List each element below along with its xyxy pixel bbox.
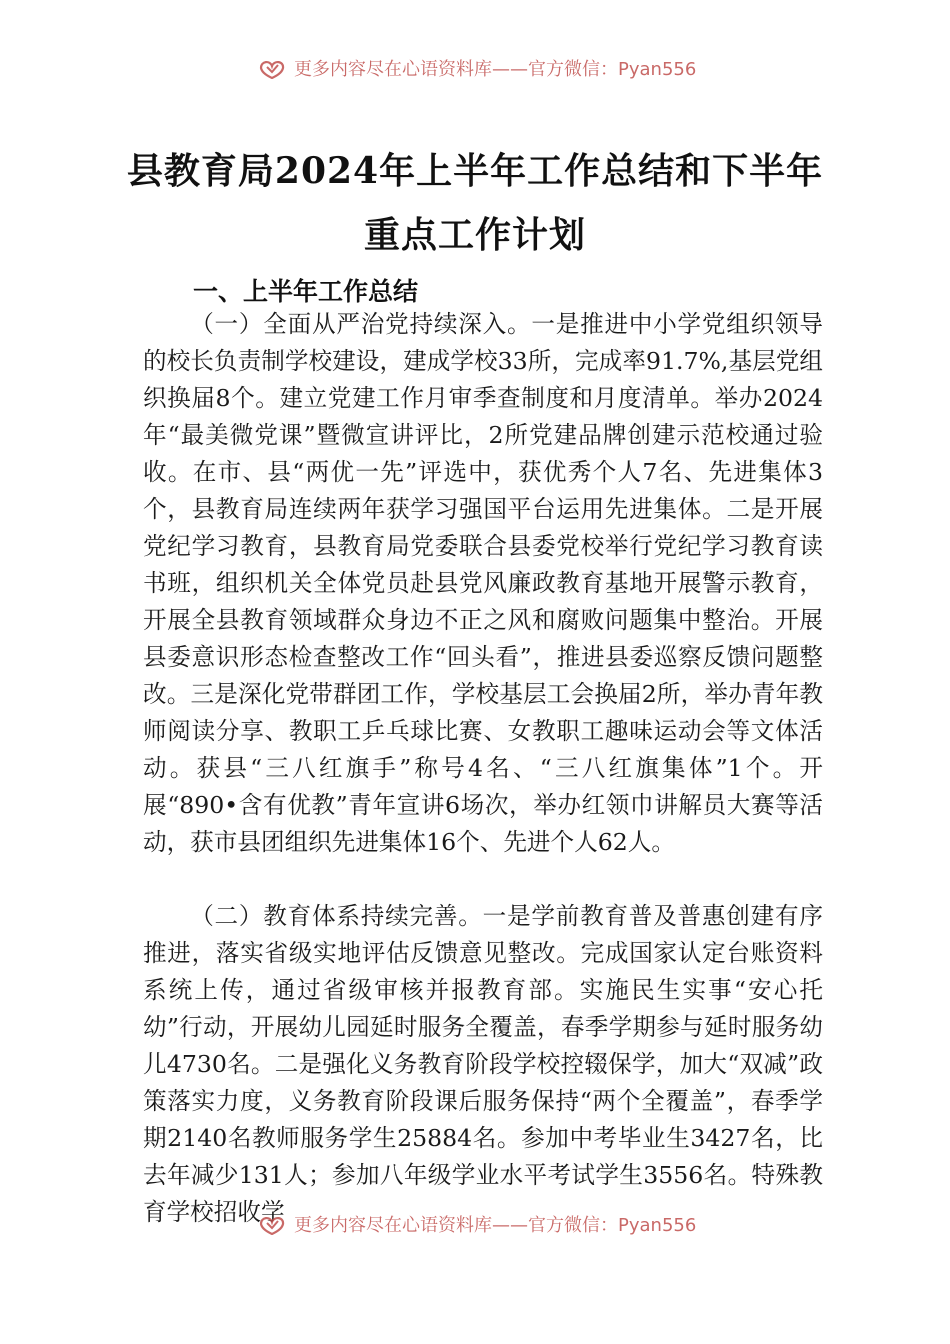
paragraph-1: （一）全面从严治党持续深入。一是推进中小学党组织领导的校长负责制学校建设，建成学校33所，完成率91.7%,基层党组织换届8个。建立党建工作月审季查制度和月度清单。举办2024年“最美微党课”暨微宣讲评比，2所党建品牌创建示范校通过验收。在市、县“两优一先”评选中，获优秀个人7名、先进集体3个，县教育局连续两年获学习强国平台运用先进集体。二是开展党纪学习教育，县教育局党委联合县委党校举行党纪学习教育读书班，组织机关全体党员赴县党风廉政教育基地开展警示教育，开展全县教育领域群众身边不正之风和腐败问题集中整治。开展县委意识形态检查整改工作“回头看”，推进县委巡察反馈问题整改。三是深化党带群团工作，学校基层工会换届2所，举办青年教师阅读分享、教职工乒乓球比赛、女教职工趣味运动会等文体活动。获县“三八红旗手”称号4名、“三八红旗集体”1个。开展“890•含有优教”青年宣讲6场次，举办红领巾讲解员大赛等活动，获市县团组织先进集体16个、先进个人62人。: [143, 310, 823, 856]
footer-watermark: [258, 1212, 778, 1236]
section-heading: 一、上半年工作总结: [193, 277, 419, 306]
watermark-logo-icon: [258, 1213, 288, 1235]
header-watermark: [258, 56, 778, 80]
watermark-logo-icon: [258, 57, 288, 79]
document-title-line2: 重点工作计划: [363, 214, 586, 256]
watermark-text: 更多内容尽在心语资料库——官方微信：Pyan556: [294, 1215, 697, 1236]
document-title-line1: 县教育局2024年上半年工作总结和下半年: [126, 150, 824, 192]
paragraph-2: （二）教育体系持续完善。一是学前教育普及普惠创建有序推进，落实省级实地评估反馈意见整改。完成国家认定台账资料系统上传，通过省级审核并报教育部。实施民生实事“安心托幼”行动，开展幼儿园延时服务全覆盖，春季学期参与延时服务幼儿4730名。二是强化义务教育阶段学校控辍保学，加大“双减”政策落实力度，义务教育阶段课后服务保持“两个全覆盖”，春季学期2140名教师服务学生25884名。参加中考毕业生3427名，比去年减少131人；参加八年级学业水平考试学生3556名。特殊教育学校招收学: [143, 902, 823, 1226]
watermark-text: 更多内容尽在心语资料库——官方微信：Pyan556: [294, 59, 697, 80]
